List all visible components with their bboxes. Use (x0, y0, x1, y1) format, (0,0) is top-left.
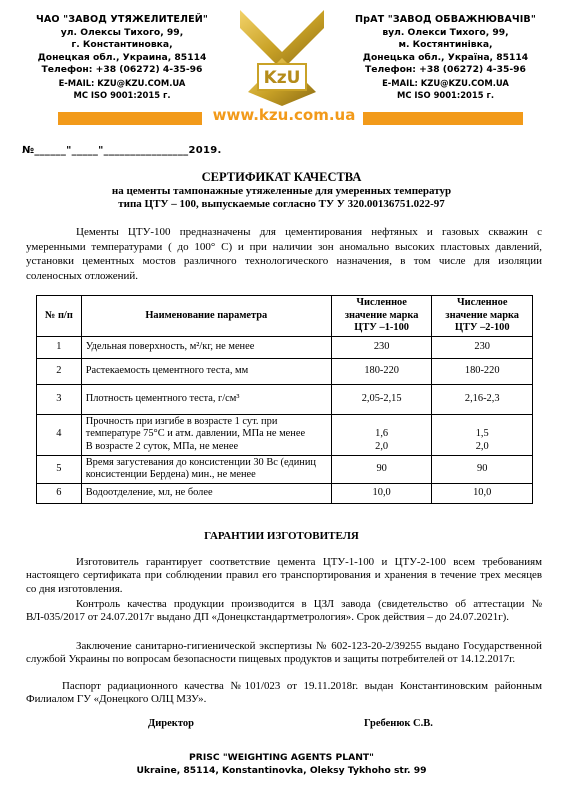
row-value-ctu2: 180-220 (432, 358, 533, 384)
sanitary-paragraph: Заключение санитарно-гигиенической экспертизы № 602-123-20-2/39255 выдано Государственной службой Украины по вопросам безопасности пищевых продуктов и защиты потребителей от 14.12.2017г. (26, 640, 542, 666)
signature-role: Директор (148, 718, 194, 729)
intro-paragraph: Цементы ЦТУ-100 предназначены для цементирования нефтяных и газовых скважин с умеренными температурами ( до 100° С) и при наличии зон аномально высоких пластовых давлений, установки цементных мостов различного технологического назначения, в том числе для изоляции соленосных отложений. (26, 226, 542, 282)
row-number: 3 (37, 384, 82, 414)
header-left-company-info (22, 14, 222, 102)
company-email-ru: E-MAIL: KZU@KZU.COM.UA (58, 77, 186, 88)
certificate-subtitle: на цементы тампонажные утяжеленные для умеренных температур (111, 185, 452, 197)
row-number: 6 (37, 483, 82, 503)
header-parameter: Наименование параметра (81, 296, 331, 337)
row-parameter: Водоотделение, мл, не более (81, 483, 331, 503)
row-number: 4 (37, 414, 82, 455)
row-value-ctu1: 230 (331, 336, 432, 358)
row-parameter-part-a: Прочность при изгибе в возрасте 1 сут. при температуре 75°С и атм. давлении, МПа не менее (85, 415, 306, 440)
row-value-ctu1: 180-220 (331, 358, 432, 384)
table-header-row (37, 296, 533, 337)
company-region-ua: Донецька обл., Україна, 85114 (362, 51, 529, 63)
guarantee-heading: ГАРАНТИИ ИЗГОТОВИТЕЛЯ (204, 530, 359, 542)
header-number: № п/п (37, 296, 82, 337)
row-value-ctu1: 2,05-2,15 (331, 384, 432, 414)
row-value-ctu2: 10,0 (432, 483, 533, 503)
company-city-ru: г. Константиновка, (71, 39, 173, 50)
company-name-ua: ПрАТ "ЗАВОД ОБВАЖНЮВАЧІВ" (355, 14, 536, 25)
row-parameter: Удельная поверхность, м²/кг, не менее (81, 336, 331, 358)
row-value-ctu1 (331, 414, 432, 455)
parameters-table (36, 295, 533, 504)
quality-control-paragraph: Контроль качества продукции производится в ЦЗЛ завода (свидетельство об аттестации № ВЛ-035/2017 от 24.07.2017г выдано ДП «Донецкстандартметрология». Срок действия – до 24.07.2021г). (26, 598, 542, 624)
row-parameter: Время загустевания до консистенции 30 Вс (единиц консистенции Бердена) мин., не менее (81, 455, 331, 483)
row-parameter: Плотность цементного теста, г/см³ (81, 384, 331, 414)
company-iso-ru: MC ISO 9001:2015 г. (73, 90, 171, 100)
row-value-ctu2 (432, 414, 533, 455)
row-value-ctu2-a: 1,5 (475, 428, 489, 440)
footer-company-name: PRISC "WEIGHTING AGENTS PLANT" (189, 752, 374, 763)
row-value-ctu1: 10,0 (331, 483, 432, 503)
company-phone-ua: Телефон: +38 (06272) 4-35-96 (365, 64, 526, 75)
certificate-subtitle-type: типа ЦТУ – 100, выпускаемые согласно ТУ У 320.00136751.022-97 (118, 198, 445, 210)
row-parameter: Растекаемость цементного теста, мм (81, 358, 331, 384)
company-phone-ru: Телефон: +38 (06272) 4-35-96 (41, 64, 203, 75)
company-email-ua: E-MAIL: KZU@KZU.COM.UA (382, 77, 509, 88)
table-row (37, 384, 533, 414)
certificate-number-line: №______"_____"________________2019. (22, 145, 222, 156)
row-value-ctu2-b: 2,0 (475, 440, 489, 452)
website-link[interactable]: www.kzu.com.ua (212, 106, 356, 124)
kzu-logo-icon (236, 6, 328, 110)
row-number: 5 (37, 455, 82, 483)
footer-address: Ukraine, 85114, Konstantinovka, Oleksy Tykhoho str. 99 (136, 765, 427, 776)
company-name-ru: ЧАО "ЗАВОД УТЯЖЕЛИТЕЛЕЙ" (36, 14, 208, 25)
header-right-company-info (343, 14, 548, 102)
company-street-ua: вул. Олекси Тихого, 99, (382, 26, 509, 38)
company-city-ua: м. Костянтинівка, (398, 39, 493, 50)
table-row (37, 358, 533, 384)
company-iso-ua: MC ISO 9001:2015 г. (396, 90, 495, 100)
certificate-title: СЕРТИФИКАТ КАЧЕСТВА (201, 170, 362, 184)
guarantee-paragraph: Изготовитель гарантирует соответствие цемента ЦТУ-1-100 и ЦТУ-2-100 всем требованиям настоящего сертификата при соблюдении правил его транспортирования и хранения в течение трех месяцев со дня изготовления. (26, 556, 542, 595)
logo-letters: KzU (263, 68, 301, 88)
row-number: 1 (37, 336, 82, 358)
header-ctu2: Численное значение марка ЦТУ –2-100 (432, 296, 533, 337)
company-street-ru: ул. Олексы Тихого, 99, (60, 26, 184, 38)
row-parameter-part-b: В возрасте 2 суток, МПа, не менее (85, 440, 239, 452)
table-row (37, 336, 533, 358)
row-value-ctu2: 230 (432, 336, 533, 358)
row-value-ctu2: 2,16-2,3 (432, 384, 533, 414)
radiation-passport-paragraph: Паспорт радиационного качества №101/023 от 19.11.2018г. выдан Константиновским районным Филиалом ГУ «Донецкого ОЛЦ МЗУ». (26, 680, 542, 706)
header-ctu1: Численное значение марка ЦТУ –1-100 (331, 296, 432, 337)
table-row (37, 414, 533, 455)
row-value-ctu1-a: 1,6 (375, 428, 389, 440)
row-parameter (81, 414, 331, 455)
row-number: 2 (37, 358, 82, 384)
table-row (37, 455, 533, 483)
orange-divider-right (363, 112, 523, 125)
table-row (37, 483, 533, 503)
company-region-ru: Донецкая обл., Украина, 85114 (37, 51, 207, 63)
row-value-ctu2: 90 (432, 455, 533, 483)
orange-divider-left (58, 112, 202, 125)
row-value-ctu1-b: 2,0 (375, 440, 389, 452)
row-value-ctu1: 90 (331, 455, 432, 483)
signature-name: Гребенюк С.В. (364, 718, 433, 729)
